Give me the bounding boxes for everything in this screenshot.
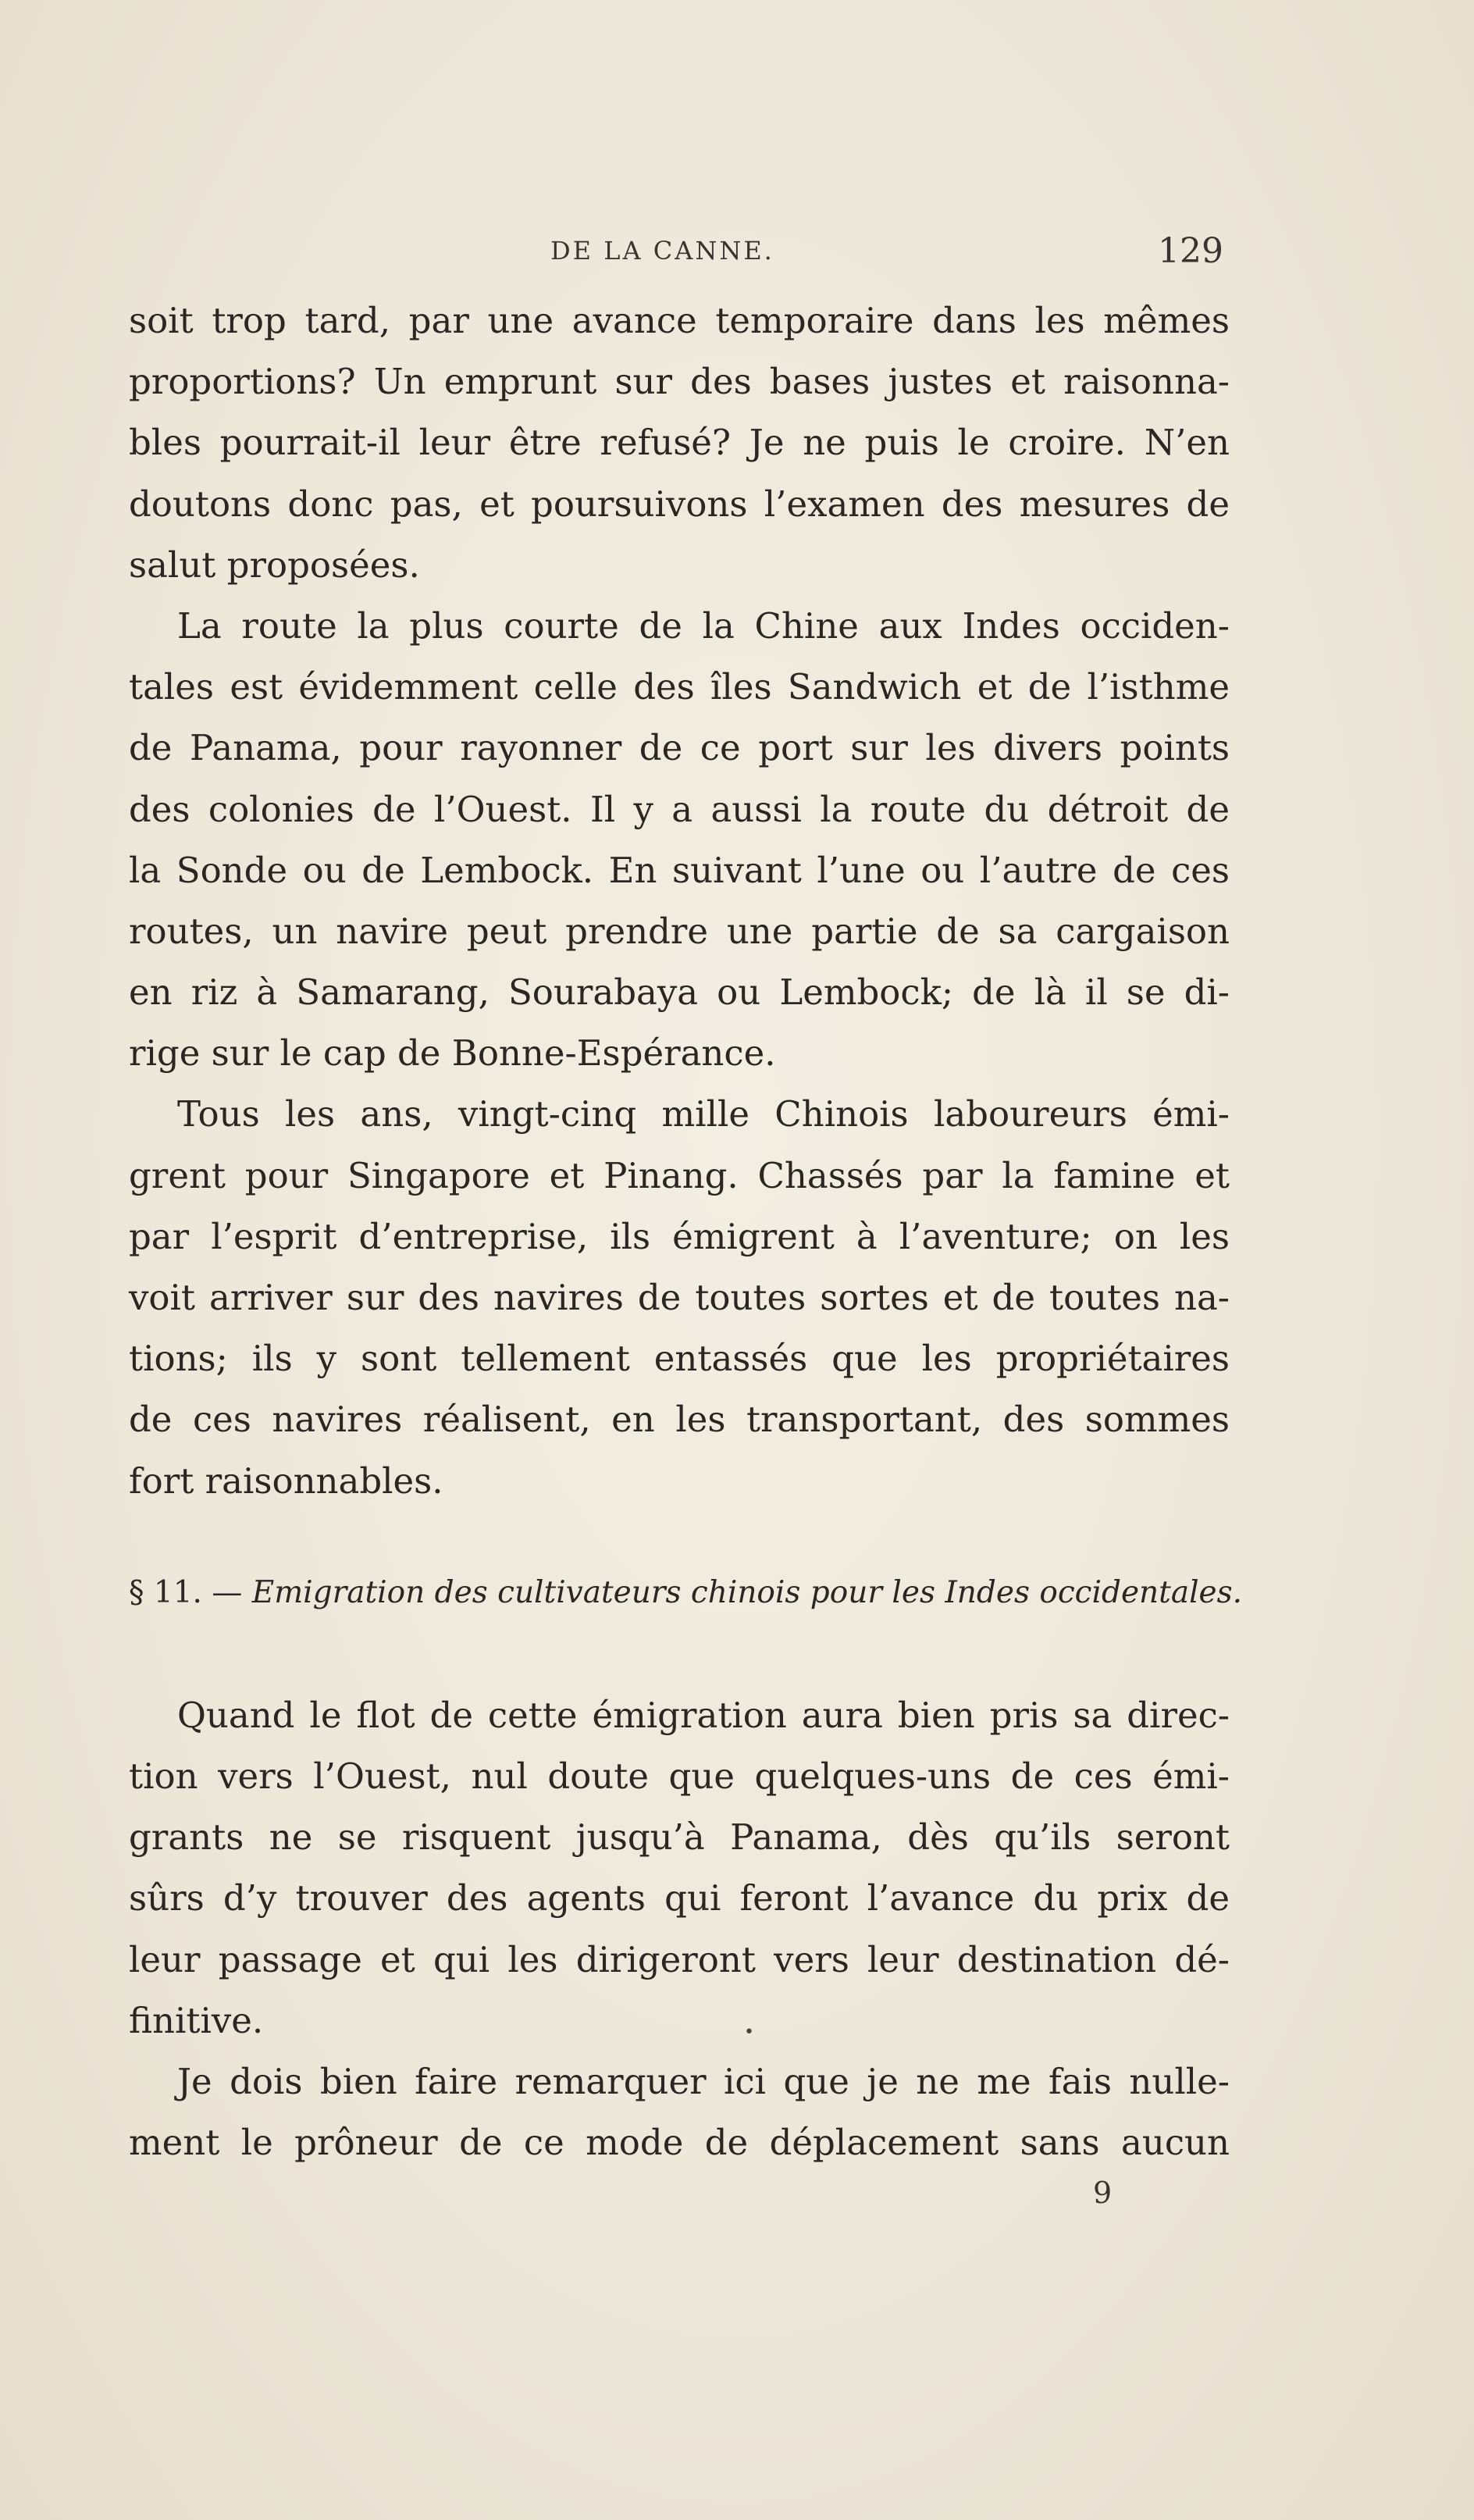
page-number: 129 (1158, 231, 1223, 271)
section-heading (129, 1562, 1243, 1624)
text-line: finitive. (129, 1999, 264, 2041)
text-line: bles pourrait-il leur être refusé? Je ne puis le croire. N’en (129, 422, 1230, 464)
text-line: de Panama, pour rayonner de ce port sur les divers points (129, 727, 1230, 769)
text-line: proportions? Un emprunt sur des bases justes et raisonna- (129, 361, 1230, 403)
spacer (129, 1512, 1230, 1562)
section-title: Emigration des cultivateurs chinois pour les Indes occidentales. (251, 1574, 1243, 1610)
text-line: tion vers l’Ouest, nul doute que quelques-uns de ces émi- (129, 1755, 1230, 1797)
text-line: de ces navires réalisent, en les transportant, des sommes (129, 1399, 1230, 1441)
text-line: ment le prôneur de ce mode de déplacement sans aucun (129, 2122, 1230, 2164)
ink-speck: • (744, 2023, 754, 2042)
paragraph (129, 1084, 1230, 1511)
text-line: tions; ils y sont tellement entassés que les propriétaires (129, 1338, 1230, 1380)
text-line: Tous les ans, vingt-cinq mille Chinois laboureurs émi- (177, 1093, 1230, 1135)
text-line: Je dois bien faire remarquer ici que je ne me fais nulle- (177, 2060, 1230, 2102)
paragraph (129, 596, 1230, 1085)
text-line: La route la plus courte de la Chine aux Indes occiden- (177, 604, 1230, 647)
paragraph (129, 1685, 1230, 2051)
text-line: salut proposées. (129, 544, 420, 586)
text-line: en riz à Samarang, Sourabaya ou Lembock; de là il se di- (129, 971, 1230, 1014)
section-number: § 11. (129, 1574, 202, 1610)
text-line: grants ne se risquent jusqu’à Panama, dès qu’ils seront (129, 1816, 1230, 1859)
text-line: fort raisonnables. (129, 1460, 443, 1502)
text-line: des colonies de l’Ouest. Il y a aussi la route du détroit de (129, 788, 1230, 830)
text-line: la Sonde ou de Lembock. En suivant l’une ou l’autre de ces (129, 849, 1230, 891)
section-dash: — (201, 1574, 252, 1610)
signature-mark: 9 (1093, 2176, 1113, 2210)
text-line: voit arriver sur des navires de toutes sortes et de toutes na- (129, 1277, 1230, 1318)
text-line: par l’esprit d’entreprise, ils émigrent à l’aventure; on les (129, 1215, 1230, 1257)
running-title: DE LA CANNE. (550, 236, 774, 266)
body-text (129, 290, 1243, 2173)
paragraph (129, 290, 1230, 596)
spacer (129, 1624, 1230, 1685)
text-line: doutons donc pas, et poursuivons l’examen des mesures de (129, 483, 1230, 525)
text-line: sûrs d’y trouver des agents qui feront l’avance du prix de (129, 1877, 1230, 1919)
text-line: soit trop tard, par une avance temporaire dans les mêmes (129, 300, 1230, 341)
paragraph (129, 2051, 1230, 2173)
text-line: rige sur le cap de Bonne-Espérance. (129, 1032, 776, 1075)
page-header (129, 231, 1230, 273)
text-line: grent pour Singapore et Pinang. Chassés par la famine et (129, 1154, 1230, 1196)
text-line: leur passage et qui les dirigeront vers leur destination dé- (129, 1938, 1230, 1980)
text-line: routes, un navire peut prendre une partie de sa cargaison (129, 910, 1230, 952)
text-line: Quand le flot de cette émigration aura bien pris sa direc- (177, 1694, 1230, 1736)
text-line: tales est évidemment celle des îles Sandwich et de l’isthme (129, 666, 1230, 708)
